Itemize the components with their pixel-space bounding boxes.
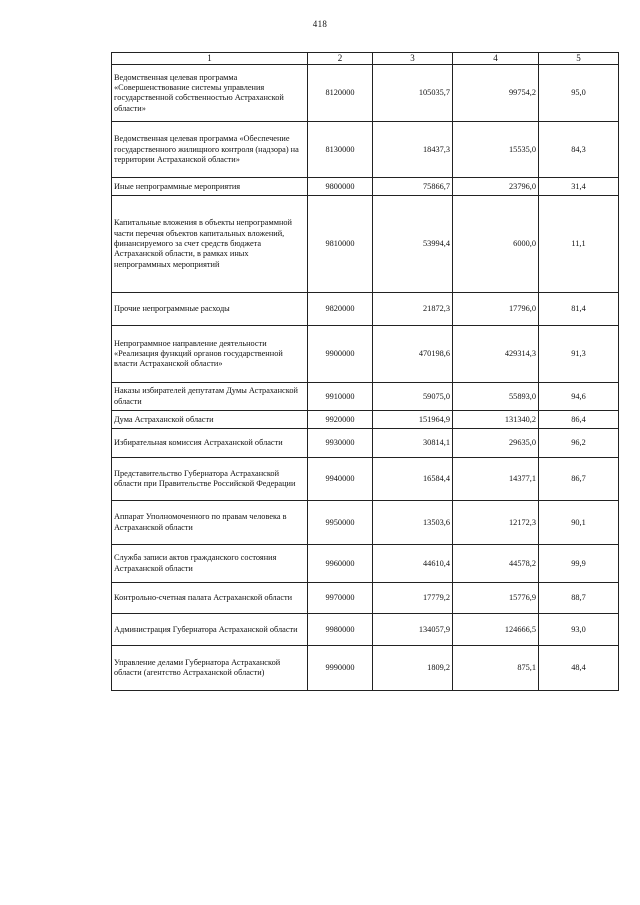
row-planned: 30814,1 bbox=[373, 429, 453, 458]
column-header: 2 bbox=[308, 53, 373, 65]
row-name: Ведомственная целевая программа «Совершенствование системы управления государственной собственностью Астраханской области» bbox=[112, 65, 308, 122]
row-planned: 75866,7 bbox=[373, 178, 453, 196]
table-row bbox=[112, 583, 619, 614]
row-actual: 12172,3 bbox=[453, 501, 539, 545]
row-name: Иные непрограммные мероприятия bbox=[112, 178, 308, 196]
table-row bbox=[112, 411, 619, 429]
row-name: Ведомственная целевая программа «Обеспечение государственного жилищного контроля (надзора) на территории Астраханской области» bbox=[112, 122, 308, 178]
row-code: 9970000 bbox=[308, 583, 373, 614]
table-row bbox=[112, 65, 619, 122]
row-actual: 44578,2 bbox=[453, 545, 539, 583]
row-name: Контрольно-счетная палата Астраханской области bbox=[112, 583, 308, 614]
row-code: 9990000 bbox=[308, 646, 373, 691]
row-planned: 13503,6 bbox=[373, 501, 453, 545]
row-planned: 134057,9 bbox=[373, 614, 453, 646]
table-row bbox=[112, 383, 619, 411]
row-planned: 17779,2 bbox=[373, 583, 453, 614]
row-actual: 17796,0 bbox=[453, 293, 539, 326]
row-code: 9940000 bbox=[308, 458, 373, 501]
row-name: Представительство Губернатора Астраханской области при Правительстве Российской Федерации bbox=[112, 458, 308, 501]
row-code: 9960000 bbox=[308, 545, 373, 583]
row-planned: 44610,4 bbox=[373, 545, 453, 583]
row-percent: 95,0 bbox=[539, 65, 619, 122]
table-row bbox=[112, 545, 619, 583]
row-percent: 48,4 bbox=[539, 646, 619, 691]
row-percent: 99,9 bbox=[539, 545, 619, 583]
row-code: 9900000 bbox=[308, 326, 373, 383]
row-actual: 124666,5 bbox=[453, 614, 539, 646]
row-actual: 99754,2 bbox=[453, 65, 539, 122]
page-number: 418 bbox=[312, 19, 328, 29]
table-row bbox=[112, 429, 619, 458]
row-percent: 88,7 bbox=[539, 583, 619, 614]
row-actual: 55893,0 bbox=[453, 383, 539, 411]
row-actual: 429314,3 bbox=[453, 326, 539, 383]
row-planned: 53994,4 bbox=[373, 196, 453, 293]
column-header: 4 bbox=[453, 53, 539, 65]
row-actual: 131340,2 bbox=[453, 411, 539, 429]
column-header: 1 bbox=[112, 53, 308, 65]
header-row bbox=[112, 53, 619, 65]
row-name: Непрограммное направление деятельности «Реализация функций органов государственной власти Астраханской области» bbox=[112, 326, 308, 383]
row-percent: 96,2 bbox=[539, 429, 619, 458]
row-name: Капитальные вложения в объекты непрограммной части перечня объектов капитальных вложений, финансируемого за счет средств бюджета Астраханской области, в рамках иных непрограммных мероприятий bbox=[112, 196, 308, 293]
column-header: 5 bbox=[539, 53, 619, 65]
row-percent: 84,3 bbox=[539, 122, 619, 178]
row-code: 9980000 bbox=[308, 614, 373, 646]
row-actual: 29635,0 bbox=[453, 429, 539, 458]
row-percent: 90,1 bbox=[539, 501, 619, 545]
row-planned: 59075,0 bbox=[373, 383, 453, 411]
budget-table bbox=[111, 52, 619, 691]
row-planned: 151964,9 bbox=[373, 411, 453, 429]
row-actual: 875,1 bbox=[453, 646, 539, 691]
row-code: 8120000 bbox=[308, 65, 373, 122]
row-percent: 86,7 bbox=[539, 458, 619, 501]
row-name: Управление делами Губернатора Астраханской области (агентство Астраханской области) bbox=[112, 646, 308, 691]
row-actual: 15535,0 bbox=[453, 122, 539, 178]
row-actual: 15776,9 bbox=[453, 583, 539, 614]
row-planned: 470198,6 bbox=[373, 326, 453, 383]
row-percent: 93,0 bbox=[539, 614, 619, 646]
row-actual: 6000,0 bbox=[453, 196, 539, 293]
table-row bbox=[112, 501, 619, 545]
row-planned: 105035,7 bbox=[373, 65, 453, 122]
table-row bbox=[112, 646, 619, 691]
row-name: Дума Астраханской области bbox=[112, 411, 308, 429]
table-row bbox=[112, 326, 619, 383]
table-row bbox=[112, 178, 619, 196]
row-code: 9930000 bbox=[308, 429, 373, 458]
row-name: Аппарат Уполномоченного по правам человека в Астраханской области bbox=[112, 501, 308, 545]
row-code: 9910000 bbox=[308, 383, 373, 411]
row-code: 9920000 bbox=[308, 411, 373, 429]
row-percent: 94,6 bbox=[539, 383, 619, 411]
row-percent: 11,1 bbox=[539, 196, 619, 293]
row-name: Наказы избирателей депутатам Думы Астраханской области bbox=[112, 383, 308, 411]
row-code: 9820000 bbox=[308, 293, 373, 326]
row-actual: 23796,0 bbox=[453, 178, 539, 196]
row-code: 8130000 bbox=[308, 122, 373, 178]
table-row bbox=[112, 196, 619, 293]
row-name: Служба записи актов гражданского состояния Астраханской области bbox=[112, 545, 308, 583]
row-code: 9800000 bbox=[308, 178, 373, 196]
row-planned: 1809,2 bbox=[373, 646, 453, 691]
table-row bbox=[112, 614, 619, 646]
row-name: Прочие непрограммные расходы bbox=[112, 293, 308, 326]
column-header: 3 bbox=[373, 53, 453, 65]
table-row bbox=[112, 293, 619, 326]
table-row bbox=[112, 122, 619, 178]
row-name: Администрация Губернатора Астраханской области bbox=[112, 614, 308, 646]
row-percent: 81,4 bbox=[539, 293, 619, 326]
row-percent: 86,4 bbox=[539, 411, 619, 429]
row-actual: 14377,1 bbox=[453, 458, 539, 501]
row-planned: 18437,3 bbox=[373, 122, 453, 178]
row-planned: 21872,3 bbox=[373, 293, 453, 326]
row-percent: 31,4 bbox=[539, 178, 619, 196]
row-code: 9950000 bbox=[308, 501, 373, 545]
row-percent: 91,3 bbox=[539, 326, 619, 383]
row-code: 9810000 bbox=[308, 196, 373, 293]
row-name: Избирательная комиссия Астраханской области bbox=[112, 429, 308, 458]
table-row bbox=[112, 458, 619, 501]
row-planned: 16584,4 bbox=[373, 458, 453, 501]
